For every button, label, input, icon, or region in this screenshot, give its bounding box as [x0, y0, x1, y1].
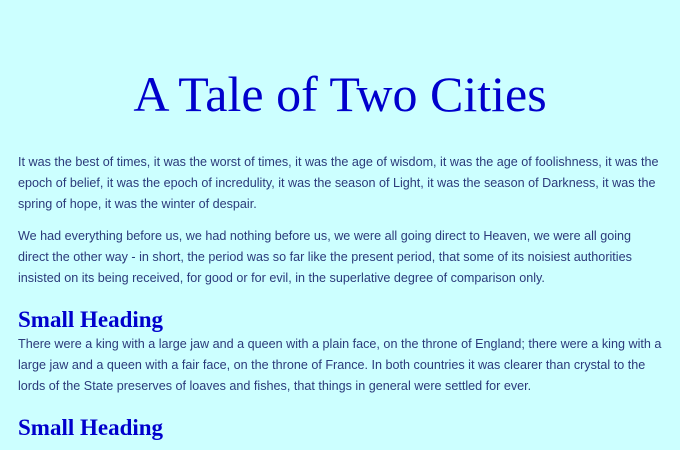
section-paragraph-1: There were a king with a large jaw and a queen with a plain face, on the throne of England; there were a king with a large jaw and a queen with a fair face, on the throne of France. In both countries it was clearer than crystal to the lords of the State preserves of loaves and fishes, that things in general were settled for ever. — [18, 337, 662, 393]
section-heading-1: Small Heading — [18, 307, 164, 332]
page-title: A Tale of Two Cities — [133, 66, 547, 122]
intro-paragraph-1: It was the best of times, it was the worst of times, it was the age of wisdom, it was the age of foolishness, it was the epoch of belief, it was the epoch of incredulity, it was the season of Light, it was the season of Darkness, it was the spring of hope, it was the winter of despair. — [18, 155, 659, 211]
section-heading-2: Small Heading — [18, 415, 164, 440]
intro-paragraph-2: We had everything before us, we had nothing before us, we were all going direct to Heaven, we were all going direct the other way - in short, the period was so far like the present period, that some of its noisiest authorities insisted on its being received, for good or for evil, in the superlative degree of comparison only. — [18, 229, 632, 285]
